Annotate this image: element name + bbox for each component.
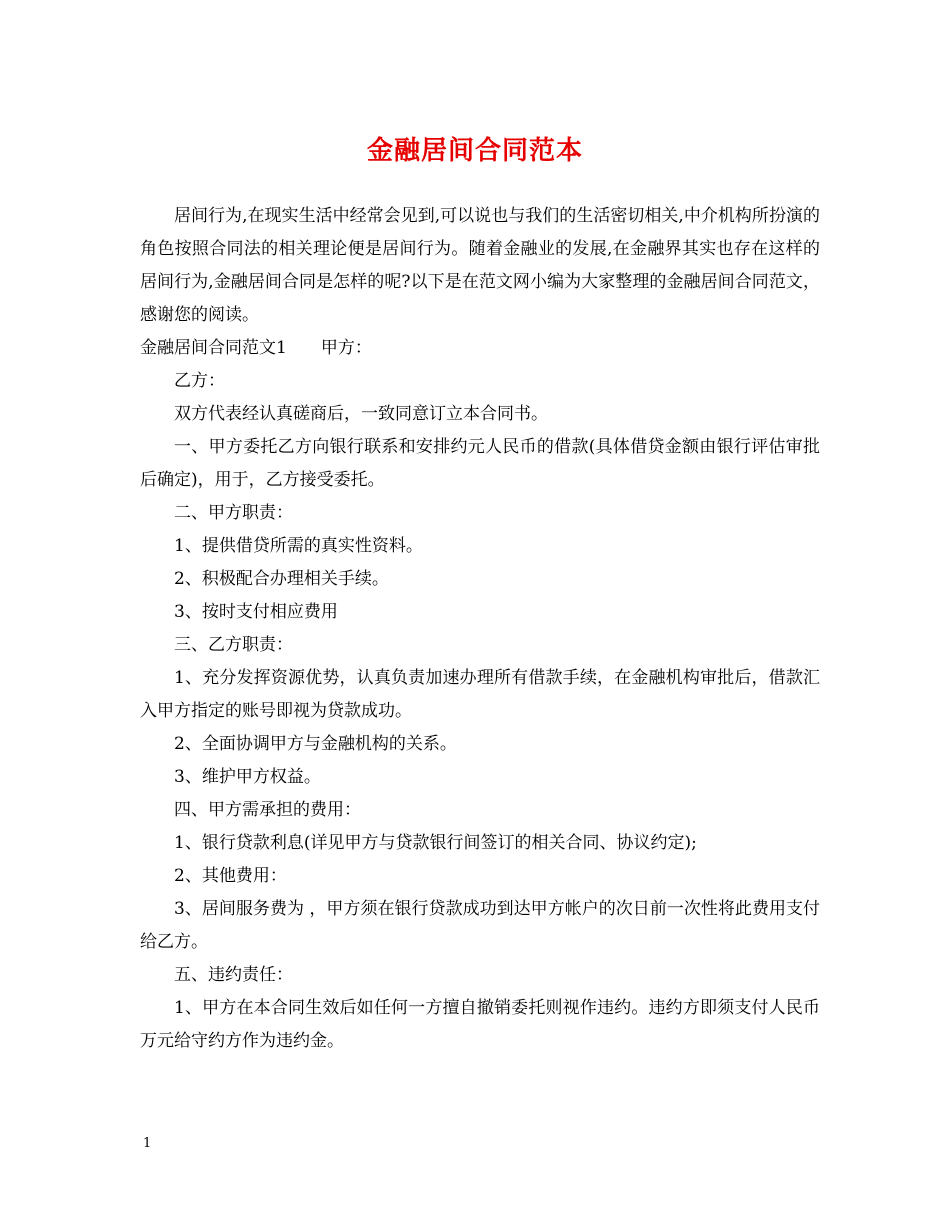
clause-4-heading: 四、甲方需承担的费用： bbox=[174, 800, 361, 820]
party-b-label: 乙方： bbox=[174, 371, 225, 391]
clause-5-heading: 五、违约责任： bbox=[174, 965, 293, 985]
clause-2-heading: 二、甲方职责： bbox=[174, 503, 293, 523]
clause-2-item: 3、按时支付相应费用 bbox=[174, 602, 338, 622]
clause-5-item: 1、甲方在本合同生效后如任何一方擅自撤销委托则视作违约。违约方即须支付人民币万元给守约方作为违约金。 bbox=[140, 998, 820, 1051]
sample-heading-line bbox=[140, 332, 820, 365]
clause-2-item: 2、积极配合办理相关手续。 bbox=[174, 569, 389, 589]
clause-4-item: 1、银行贷款利息(详见甲方与贷款银行间签订的相关合同、协议约定); bbox=[174, 833, 697, 853]
clause-1: 一、甲方委托乙方向银行联系和安排约元人民币的借款(具体借贷金额由银行评估审批后确定)，用于，乙方接受委托。 bbox=[140, 437, 820, 490]
clause-3-item: 1、充分发挥资源优势，认真负责加速办理所有借款手续，在金融机构审批后，借款汇入甲方指定的账号即视为贷款成功。 bbox=[140, 668, 820, 721]
page-number: 1 bbox=[143, 1136, 152, 1151]
agreement-paragraph: 双方代表经认真磋商后，一致同意订立本合同书。 bbox=[174, 404, 548, 424]
document-body bbox=[140, 200, 820, 1058]
clause-3-heading: 三、乙方职责： bbox=[174, 635, 293, 655]
sample-heading: 金融居间合同范文1 bbox=[140, 338, 287, 358]
document-title: 金融居间合同范本 bbox=[366, 136, 583, 166]
clause-4-item: 2、其他费用： bbox=[174, 866, 287, 886]
party-a-label: 甲方： bbox=[320, 338, 372, 358]
clause-2-item: 1、提供借贷所需的真实性资料。 bbox=[174, 536, 423, 556]
clause-3-item: 3、维护甲方权益。 bbox=[174, 767, 321, 787]
clause-4-item: 3、居间服务费为 ，甲方须在银行贷款成功到达甲方帐户的次日前一次性将此费用支付给乙方。 bbox=[140, 899, 820, 952]
clause-3-item: 2、全面协调甲方与金融机构的关系。 bbox=[174, 734, 457, 754]
intro-paragraph: 居间行为,在现实生活中经常会见到,可以说也与我们的生活密切相关,中介机构所扮演的角色按照合同法的相关理论便是居间行为。随着金融业的发展,在金融界其实也存在这样的居间行为,金融居间合同是怎样的呢?以下是在范文网小编为大家整理的金融居间合同范文，感谢您的阅读。 bbox=[140, 206, 820, 325]
